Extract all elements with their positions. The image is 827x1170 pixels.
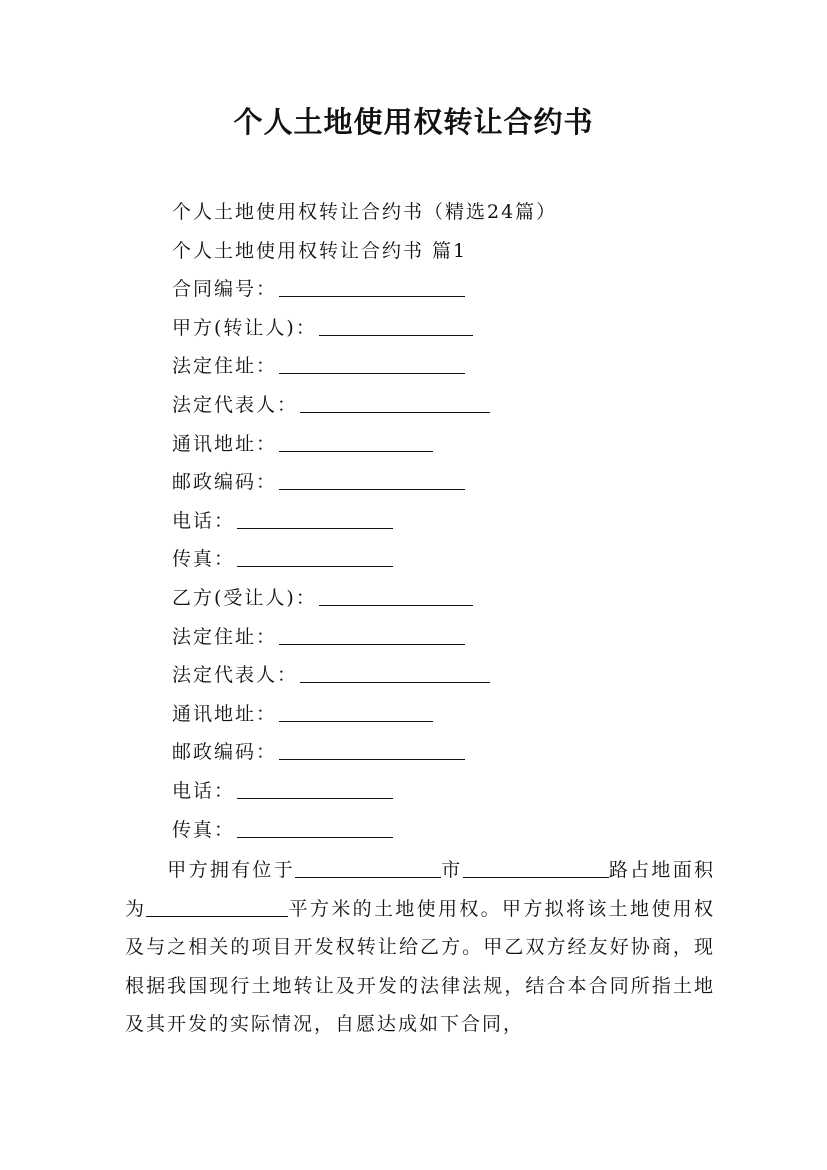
form-line-label: 个人土地使用权转让合约书（精选24篇） (172, 201, 558, 223)
blank-field-road[interactable] (463, 859, 609, 878)
form-line-blank[interactable] (279, 626, 465, 645)
party-info-list (172, 193, 732, 849)
para-text-2: 市 (440, 859, 463, 881)
form-line-label: 传真： (172, 818, 236, 841)
form-line (172, 772, 732, 811)
form-line (172, 618, 732, 657)
form-line (172, 232, 732, 271)
para-text-4: 平方米的土地使用权。甲方拟将该土地使用权及与之相关的项目开发权转让给乙方。甲乙双方经友好协商，现根据我国现行土地转让及开发的法律法规，结合本合同所指土地及其开发的实际情况，自愿达成如下合同， (125, 897, 715, 1036)
form-line (172, 425, 732, 464)
form-line-label: 邮政编码： (172, 741, 278, 764)
form-line-label: 通讯地址： (172, 702, 278, 725)
form-line-label: 电话： (172, 779, 236, 802)
form-line-blank[interactable] (300, 664, 490, 683)
form-line-blank[interactable] (237, 510, 393, 529)
form-line (172, 386, 732, 425)
form-line-label: 法定住址： (172, 355, 278, 378)
form-line (172, 309, 732, 348)
form-line-blank[interactable] (279, 433, 433, 452)
form-line-blank[interactable] (279, 355, 465, 374)
form-line-label: 个人土地使用权转让合约书 篇1 (172, 239, 468, 262)
form-line (172, 347, 732, 386)
form-line-blank[interactable] (279, 703, 433, 722)
form-line-blank[interactable] (319, 317, 473, 336)
form-line-label: 法定代表人： (172, 664, 299, 687)
form-line (172, 270, 732, 309)
para-text-3: 路占地面积为 (125, 859, 715, 920)
form-line (172, 695, 732, 734)
form-line (172, 463, 732, 502)
form-line-label: 电话： (172, 509, 236, 532)
form-line (172, 540, 732, 579)
form-line-label: 乙方(受让人)： (172, 586, 317, 609)
form-line (172, 502, 732, 541)
para-text-1: 甲方拥有位于 (167, 859, 295, 881)
form-line-label: 邮政编码： (172, 471, 278, 494)
form-line (172, 579, 732, 618)
form-line-blank[interactable] (279, 741, 465, 760)
intro-paragraph (125, 851, 715, 1044)
form-line-label: 通讯地址： (172, 432, 278, 455)
form-line-label: 合同编号： (172, 278, 278, 301)
form-line-blank[interactable] (319, 587, 473, 606)
blank-field-area[interactable] (146, 898, 288, 917)
form-line (172, 193, 732, 232)
form-line-blank[interactable] (279, 278, 465, 297)
form-line-blank[interactable] (300, 394, 490, 413)
form-line-label: 甲方(转让人)： (172, 316, 317, 339)
form-line (172, 656, 732, 695)
form-line-label: 传真： (172, 548, 236, 571)
form-line (172, 733, 732, 772)
form-line-blank[interactable] (237, 819, 393, 838)
form-line (172, 811, 732, 850)
form-line-blank[interactable] (237, 548, 393, 567)
document-title: 个人土地使用权转让合约书 (233, 105, 594, 139)
form-line-blank[interactable] (279, 471, 465, 490)
form-line-label: 法定代表人： (172, 393, 299, 416)
form-line-label: 法定住址： (172, 625, 278, 648)
blank-field-location[interactable] (295, 859, 441, 878)
form-line-blank[interactable] (237, 780, 393, 799)
